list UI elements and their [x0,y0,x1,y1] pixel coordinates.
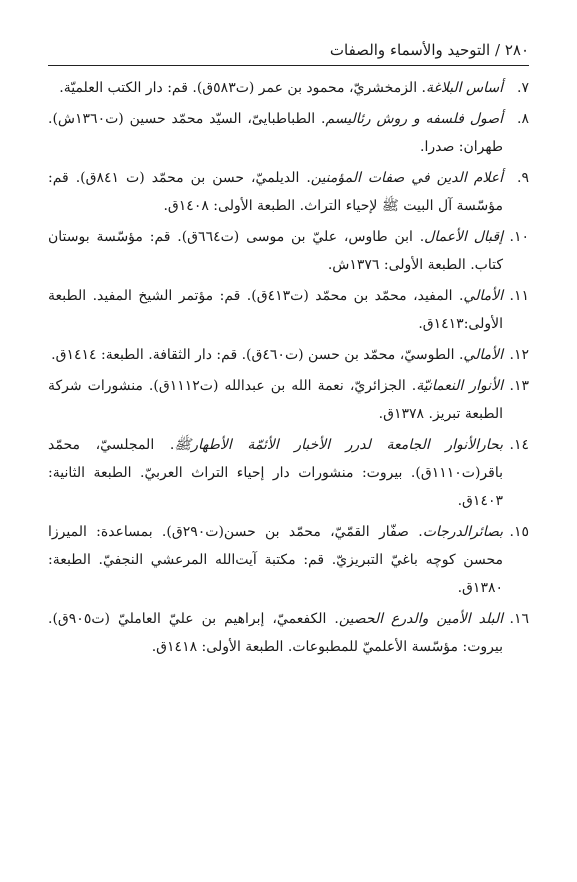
entry-title: أعلام الدين في صفات المؤمنين [310,170,503,186]
entry-text [48,431,503,515]
entry-title: إقبال الأعمال [424,229,503,245]
entry-title: بصائرالدرجات [422,524,503,540]
bibliography-entry [48,282,529,338]
bibliography-entry [48,74,529,102]
entry-title: الأمالي [463,347,503,363]
entry-details: . الكفعميّ، إبراهيم بن عليّ العامليّ (ت٩٠٥ق). بيروت: مؤسّسة الأعلميّ للمطبوعات. الطبعة الأولى: ١٤١٨ق. [48,611,503,655]
bibliography-entry [48,605,529,661]
entry-details: . الديلميّ، حسن بن محمّد (ت ٨٤١ق). قم: مؤسّسة آل البيت ﷺ لإحياء التراث. الطبعة الأولى: ١٤٠٨ق. [48,170,503,214]
entry-number: ١٠. [509,229,529,245]
bibliography-entry [48,372,529,428]
bibliography-entry [48,164,529,220]
entry-number: ١٣. [509,378,529,394]
entry-text [48,605,503,661]
entry-details: . صفّار القمّيّ، محمّد بن حسن(ت٢٩٠ق). بمساعدة: الميرزا محسن كوچه باغيّ التبريزيّ. قم: مكتبة آيت‌الله المرعشي النجفيّ. الطبعة: ١٣٨٠ق. [48,524,503,596]
entry-number: ١٤. [509,437,529,453]
entry-text [48,105,503,161]
entry-details: . الجزائريّ، نعمة الله بن عبدالله (ت١١١٢ق). منشورات شركة الطبعة تبريز. ١٣٧٨ق. [48,378,503,422]
entry-title: أساس البلاغة [426,80,503,96]
header-divider [48,65,529,66]
bibliography-entry [48,223,529,279]
entry-details: . الطوسيّ، محمّد بن حسن (ت٤٦٠ق). قم: دار الثقافة. الطبعة: ١٤١٤ق. [51,347,464,363]
entry-title: الأنوار النعمانيّة [416,378,503,394]
entry-text [48,372,503,428]
entry-number: ٩. [517,170,529,186]
entry-details: . المفيد، محمّد بن محمّد (ت٤١٣ق). قم: مؤتمر الشيخ المفيد. الطبعة الأولى:١٤١٣ق. [48,288,503,332]
entry-number: ١٢. [509,347,529,363]
bibliography-entry [48,341,529,369]
entry-details: . المجلسيّ، محمّد باقر(ت١١١٠ق). بيروت: منشورات دار إحياء التراث العربيّ. الطبعة الثانية: ١٤٠٣ق. [48,437,503,509]
entry-title: البلد الأمين والدرع الحصين [338,611,503,627]
entry-text [48,518,503,602]
entry-details: . الزمخشريّ، محمود بن عمر (ت٥٨٣ق). قم: دار الكتب العلميّة. [59,80,426,96]
entry-text [48,341,503,369]
entry-number: ١٦. [509,611,529,627]
entry-number: ٨. [517,111,529,127]
bibliography-list [48,74,529,664]
entry-text [48,164,503,220]
entry-number: ١١. [509,288,529,304]
running-header: ٢٨٠ / التوحيد والأسماء والصفات [329,41,529,59]
entry-number: ١٥. [509,524,529,540]
entry-title: بحارالأنوار الجامعة لدرر الأخبار الأئمّة الأطهارﷺ [174,437,503,453]
entry-text [48,223,503,279]
entry-details: . الطباطبايىّ، السيّد محمّد حسين (ت١٣٦٠ش). طهران: صدرا. [48,111,503,155]
entry-number: ٧. [517,80,529,96]
entry-text [48,74,503,102]
entry-details: . ابن طاوس، عليّ بن موسى (ت٦٦٤ق). قم: مؤسّسة بوستان كتاب. الطبعة الأولى: ١٣٧٦ش. [48,229,503,273]
entry-text [48,282,503,338]
entry-title: الأمالي [463,288,503,304]
bibliography-entry [48,518,529,602]
entry-title: أصول فلسفه و روش رئاليسم [325,111,503,127]
bibliography-entry [48,431,529,515]
bibliography-entry [48,105,529,161]
